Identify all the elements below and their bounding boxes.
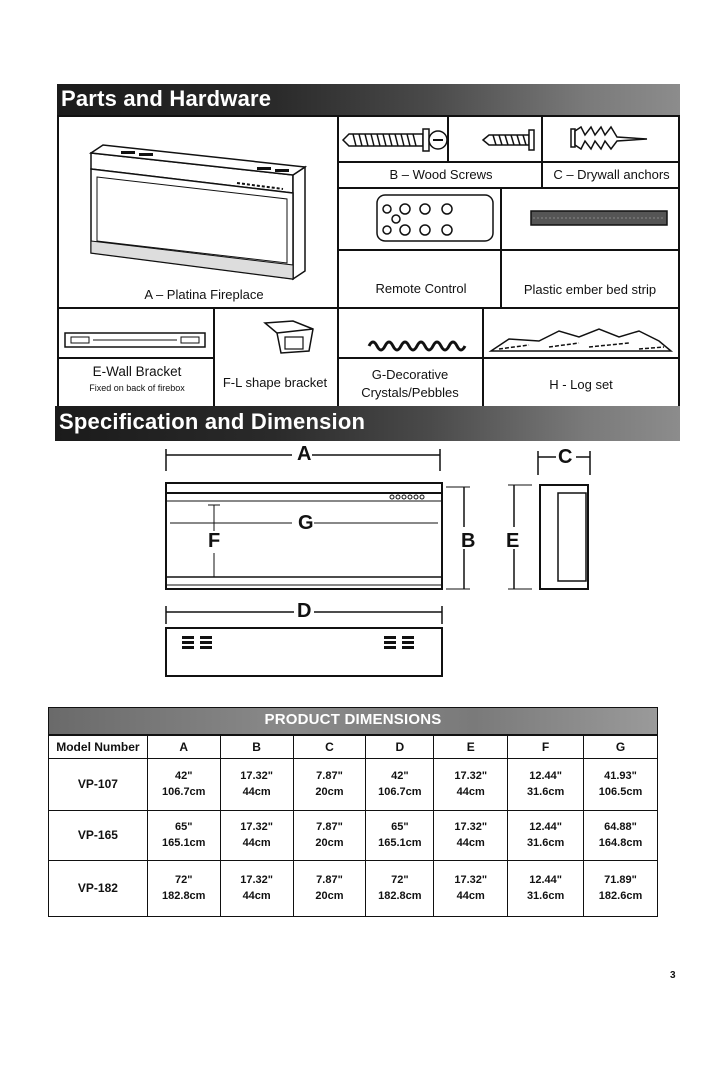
header-g: G	[584, 736, 658, 759]
model-cell: VP-107	[49, 759, 148, 811]
dimension-cm: 31.6cm	[526, 836, 565, 849]
dimension-cell	[293, 759, 366, 811]
dimension-cm: 31.6cm	[526, 889, 565, 902]
dimension-cell	[584, 759, 658, 811]
dimension-cm: 20cm	[315, 785, 344, 798]
dimension-inches: 17.32"	[454, 821, 488, 834]
log-set-icon	[489, 321, 674, 357]
dimension-cm: 20cm	[315, 836, 344, 849]
dimension-cell	[434, 811, 508, 861]
dim-label-d: D	[297, 600, 312, 622]
dimension-cm: 165.1cm	[162, 836, 206, 849]
dimension-cm: 44cm	[242, 889, 271, 902]
dimension-inches: 7.87"	[316, 770, 343, 783]
caption-f: F-L shape bracket	[222, 375, 328, 390]
dim-label-a: A	[297, 443, 312, 465]
dimension-cm: 44cm	[456, 836, 485, 849]
dimension-cell	[366, 759, 434, 811]
dimension-cell	[147, 811, 220, 861]
header-b: B	[220, 736, 293, 759]
caption-g-2: Crystals/Pebbles	[361, 385, 459, 400]
dim-label-g: G	[298, 512, 314, 534]
parts-hardware-title: Parts and Hardware	[61, 86, 272, 111]
dimension-inches: 71.89"	[604, 874, 637, 887]
dimension-inches: 17.32"	[454, 770, 488, 783]
drywall-anchor-icon	[569, 123, 649, 153]
model-cell: VP-165	[49, 811, 148, 861]
header-f: F	[508, 736, 584, 759]
caption-e: E-Wall Bracket	[92, 364, 182, 379]
dimension-cm: 165.1cm	[378, 836, 422, 849]
dim-label-b: B	[461, 530, 476, 552]
dimension-cell	[293, 811, 366, 861]
dimension-inches: 72"	[175, 874, 193, 887]
dimension-cm: 164.8cm	[598, 836, 643, 849]
dimension-inches: 12.44"	[529, 874, 562, 887]
product-dimensions-banner	[48, 707, 658, 735]
header-c: C	[293, 736, 366, 759]
dimension-cm: 44cm	[242, 785, 271, 798]
table-row	[49, 861, 658, 917]
caption-a: A – Platina Fireplace	[144, 287, 264, 302]
dimension-cm: 106.7cm	[162, 785, 206, 798]
header-a: A	[147, 736, 220, 759]
table-header-row	[49, 736, 658, 759]
table-row	[49, 811, 658, 861]
side-view-diagram	[500, 445, 600, 605]
caption-h: H - Log set	[549, 377, 613, 392]
front-view-diagram	[162, 445, 482, 605]
dim-label-c: C	[558, 446, 573, 468]
dimension-inches: 12.44"	[529, 821, 562, 834]
dimension-cell	[220, 811, 293, 861]
header-e: E	[434, 736, 508, 759]
dimension-cell	[366, 811, 434, 861]
dimension-cm: 44cm	[456, 785, 485, 798]
caption-g-1: G-Decorative	[371, 367, 449, 382]
dimension-cell	[508, 759, 584, 811]
dimension-cm: 44cm	[456, 889, 485, 902]
crystals-pebbles-icon	[365, 335, 465, 357]
caption-ember: Plastic ember bed strip	[523, 282, 657, 297]
dimension-cell	[434, 861, 508, 917]
dimension-inches: 17.32"	[454, 874, 488, 887]
wood-screw-short-icon	[481, 125, 541, 155]
header-model: Model Number	[49, 736, 148, 759]
remote-control-icon	[375, 193, 495, 243]
dimension-cm: 31.6cm	[526, 785, 565, 798]
dimension-inches: 65"	[175, 821, 193, 834]
dimension-inches: 17.32"	[240, 770, 273, 783]
dimension-cell	[293, 861, 366, 917]
dimension-cell	[147, 759, 220, 811]
ember-strip-icon	[529, 209, 669, 229]
model-cell: VP-182	[49, 861, 148, 917]
dimension-cm: 106.7cm	[378, 785, 422, 798]
product-dimensions-table	[48, 735, 658, 917]
wood-screw-long-icon	[341, 125, 451, 155]
product-dimensions-title: PRODUCT DIMENSIONS	[264, 711, 442, 728]
l-shape-bracket-icon	[259, 315, 319, 355]
dimension-inches: 7.87"	[316, 821, 343, 834]
dimension-cell	[220, 861, 293, 917]
parts-grid	[57, 115, 680, 408]
caption-remote: Remote Control	[375, 281, 467, 296]
dimension-inches: 17.32"	[240, 874, 273, 887]
dimension-cm: 182.8cm	[378, 889, 422, 902]
dimension-cell	[584, 861, 658, 917]
spec-dimension-title: Specification and Dimension	[59, 409, 366, 434]
dimension-inches: 41.93"	[604, 770, 637, 783]
dimension-inches: 42"	[391, 770, 409, 783]
caption-c: C – Drywall anchors	[553, 167, 670, 182]
dimension-cm: 20cm	[315, 889, 344, 902]
dimension-inches: 17.32"	[240, 821, 273, 834]
dimension-inches: 64.88"	[604, 821, 637, 834]
dimension-inches: 7.87"	[316, 874, 343, 887]
dimension-inches: 65"	[391, 821, 409, 834]
dimension-cm: 106.5cm	[598, 785, 643, 798]
table-row	[49, 759, 658, 811]
dimension-inches: 42"	[175, 770, 193, 783]
dimension-cell	[220, 759, 293, 811]
dimension-cm: 182.8cm	[162, 889, 206, 902]
header-d: D	[366, 736, 434, 759]
wall-bracket-icon	[63, 329, 208, 353]
dimension-cell	[584, 811, 658, 861]
dimension-cm: 44cm	[242, 836, 271, 849]
page-number: 3	[670, 970, 676, 981]
fireplace-illustration	[87, 141, 317, 291]
dimension-cm: 182.6cm	[598, 889, 643, 902]
spec-dimension-banner	[55, 406, 680, 441]
caption-b: B – Wood Screws	[389, 167, 493, 182]
dimension-inches: 12.44"	[529, 770, 562, 783]
dimension-inches: 72"	[391, 874, 409, 887]
parts-hardware-banner	[57, 84, 680, 115]
dimension-cell	[147, 861, 220, 917]
dimension-cell	[366, 861, 434, 917]
dimension-cell	[434, 759, 508, 811]
dim-label-e: E	[506, 530, 520, 552]
dim-label-f: F	[208, 530, 221, 552]
dimension-cell	[508, 811, 584, 861]
dimension-cell	[508, 861, 584, 917]
caption-e-sub: Fixed on back of firebox	[89, 383, 185, 393]
